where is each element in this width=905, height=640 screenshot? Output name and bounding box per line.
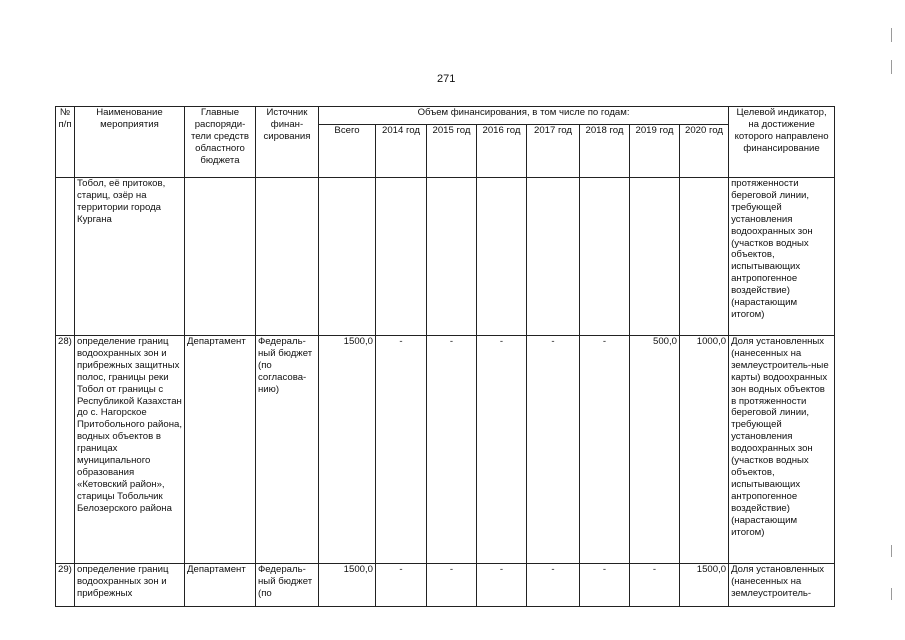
row-admin: Департамент [185,564,256,607]
header-source: Источник финан-сирования [256,107,319,178]
scan-margin-mark [891,588,892,600]
header-total: Всего [319,125,376,178]
page-number: 271 [437,73,456,85]
header-no: № п/п [56,107,75,178]
header-year: 2018 год [580,125,630,178]
row-no: 28) [56,336,75,564]
row-year-value: - [527,564,580,607]
row-year-value: - [580,336,630,564]
row-year-value: - [376,336,427,564]
row-year-value: - [580,564,630,607]
row-year-value [680,178,729,336]
row-year-value: - [630,564,680,607]
header-year: 2020 год [680,125,729,178]
row-year-value [527,178,580,336]
scan-margin-mark [891,545,892,557]
header-year: 2016 год [477,125,527,178]
row-year-value: 1500,0 [680,564,729,607]
scan-margin-mark [891,28,892,42]
row-source [256,178,319,336]
row-no: 29) [56,564,75,607]
row-no [56,178,75,336]
row-year-value [376,178,427,336]
row-source: Федераль-ный бюджет (по согласова-нию) [256,336,319,564]
table-header [56,107,835,178]
header-admin: Главные распоряди-тели средств областного бюджета [185,107,256,178]
row-total: 1500,0 [319,564,376,607]
row-total [319,178,376,336]
row-name: определение границ водоохранных зон и прибрежных [75,564,185,607]
table-row [56,564,835,607]
row-year-value: - [427,336,477,564]
scan-margin-mark [891,60,892,74]
header-year: 2019 год [630,125,680,178]
row-name: Тобол, её притоков, стариц, озёр на территории города Кургана [75,178,185,336]
row-year-value: - [376,564,427,607]
row-source: Федераль-ный бюджет (по [256,564,319,607]
row-name: определение границ водоохранных зон и прибрежных защитных полос, границы реки Тобол от границы с Республикой Казахстан до с. Нагорское Притобольного района, водных объектов в границах муниципального образования «Кетовский район», старицы Тобольчик Белозерского района [75,336,185,564]
table-row [56,336,835,564]
row-admin [185,178,256,336]
header-year: 2015 год [427,125,477,178]
header-year: 2017 год [527,125,580,178]
header-volume: Объем финансирования, в том числе по годам: [319,107,729,125]
row-indicator: Доля установленных (нанесенных на землеустроитель- [729,564,835,607]
table-row [56,178,835,336]
row-admin: Департамент [185,336,256,564]
row-year-value: 500,0 [630,336,680,564]
row-year-value: - [477,564,527,607]
row-year-value: - [477,336,527,564]
row-year-value [630,178,680,336]
row-total: 1500,0 [319,336,376,564]
row-year-value: 1000,0 [680,336,729,564]
row-year-value: - [427,564,477,607]
row-year-value [427,178,477,336]
row-year-value: - [527,336,580,564]
row-indicator: протяженности береговой линии, требующей установления водоохранных зон (участков водных объектов, испытывающих антропогенное воздействие) (нарастающим итогом) [729,178,835,336]
header-name: Наименование мероприятия [75,107,185,178]
row-year-value [580,178,630,336]
header-year: 2014 год [376,125,427,178]
row-indicator: Доля установленных (нанесенных на землеустроитель-ные карты) водоохранных зон водных объектов в протяженности береговой линии, требующей установления водоохранных зон (участков водных объектов, испытывающих антропогенное воздействие) (нарастающим итогом) [729,336,835,564]
row-year-value [477,178,527,336]
financing-table [55,106,835,607]
header-indicator: Целевой индикатор, на достижение которого направлено финансирование [729,107,835,178]
